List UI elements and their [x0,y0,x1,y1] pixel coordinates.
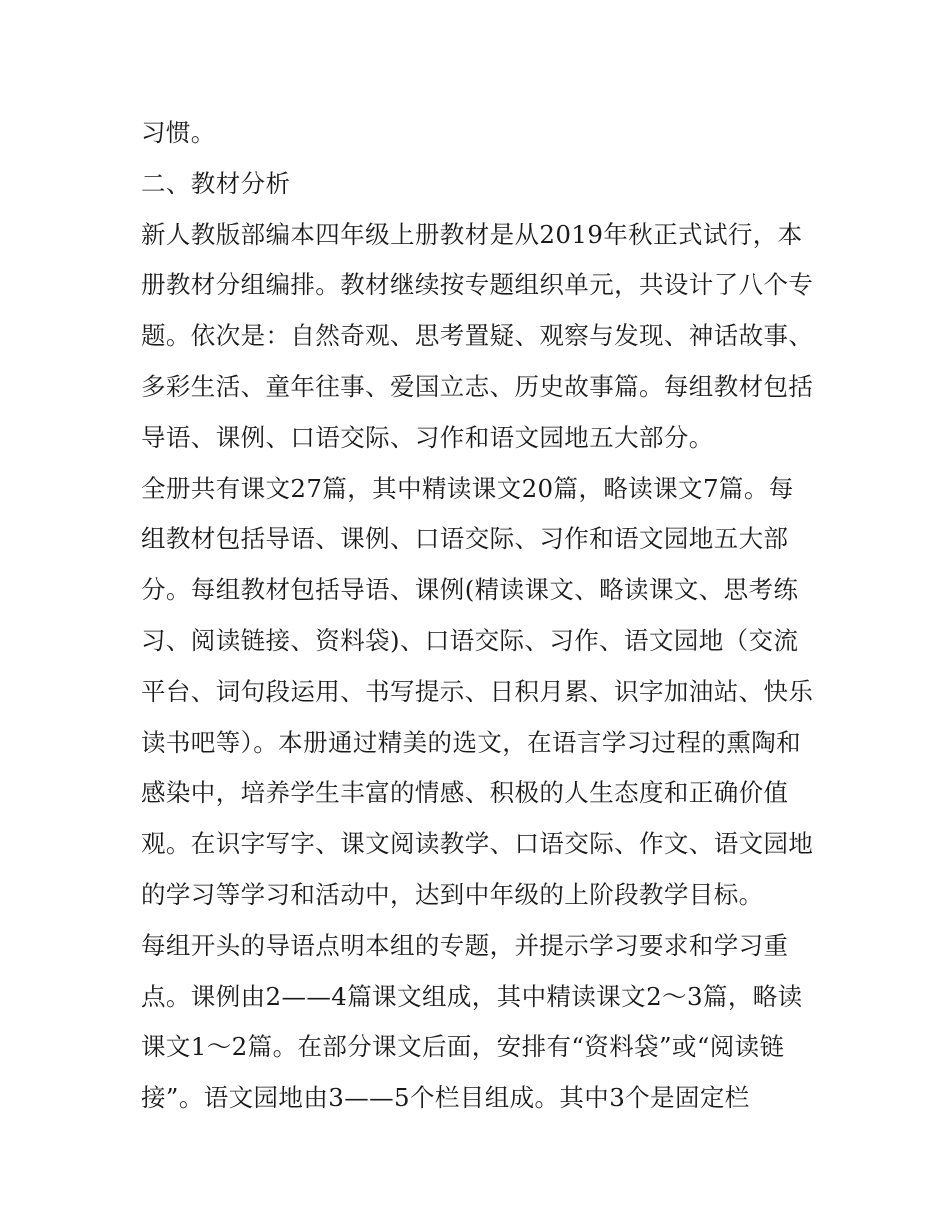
text-line-1: 习惯。 [141,118,216,147]
text-line-7: 导语、课例、口语交际、习作和语文园地五大部分。 [141,422,714,452]
text-line-6: 多彩生活、童年往事、爱国立志、历史故事篇。每组教材包括 [141,371,814,401]
text-line-19: 课文1～2篇。在部分课文后面，安排有“资料袋”或“阅读链 [141,1032,785,1062]
text-line-20: 接”。语文园地由3——5个栏目组成。其中3个是固定栏 [141,1083,750,1113]
text-line-17: 每组开头的导语点明本组的专题，并提示学习要求和学习重 [141,930,789,960]
text-line-9: 组教材包括导语、课例、口语交际、习作和语文园地五大部 [141,524,789,554]
text-line-16: 的学习等学习和活动中，达到中年级的上阶段教学目标。 [141,879,764,909]
text-line-5: 题。依次是：自然奇观、思考置疑、观察与发现、神话故事、 [141,321,814,351]
text-line-14: 感染中，培养学生丰富的情感、积极的人生态度和正确价值 [141,778,789,808]
text-line-4: 册教材分组编排。教材继续按专题组织单元，共设计了八个专 [141,270,814,300]
text-line-11: 习、阅读链接、资料袋)、口语交际、习作、语文园地（交流 [141,625,799,655]
text-line-8: 全册共有课文27篇，其中精读课文20篇，略读课文7篇。每 [141,473,794,503]
text-line-3: 新人教版部编本四年级上册教材是从2019年秋正式试行，本 [141,219,803,249]
text-line-18: 点。课例由2——4篇课文组成，其中精读课文2～3篇，略读 [141,981,803,1011]
text-line-15: 观。在识字写字、课文阅读教学、口语交际、作文、语文园地 [141,829,814,859]
text-line-13: 读书吧等）。本册通过精美的选文，在语言学习过程的熏陶和 [141,727,802,757]
text-line-12: 平台、词句段运用、书写提示、日积月累、识字加油站、快乐 [141,676,814,706]
document-body [141,108,821,1124]
text-line-10: 分。每组教材包括导语、课例(精读课文、略读课文、思考练 [141,575,799,605]
section-heading: 二、教材分析 [141,168,291,198]
